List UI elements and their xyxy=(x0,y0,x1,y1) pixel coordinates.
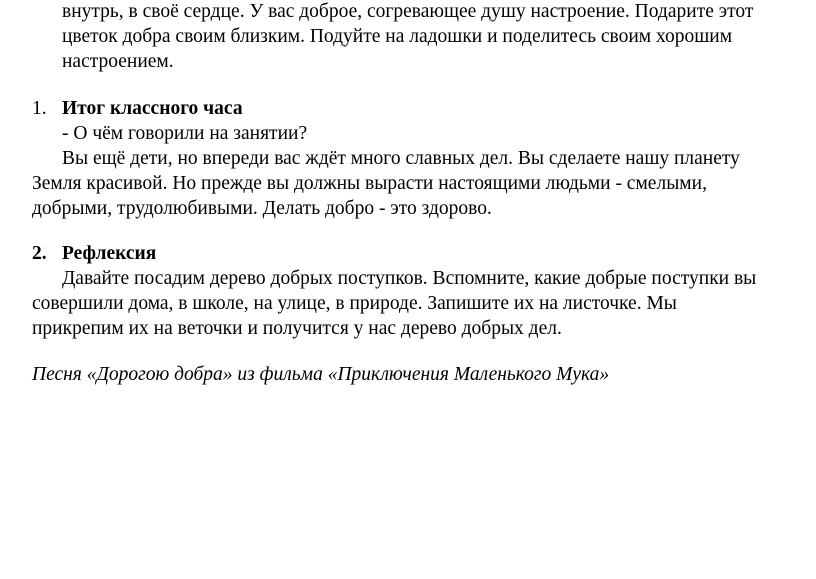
section1-question: - О чём говорили на занятии? xyxy=(62,123,308,144)
section1-number: 1. xyxy=(32,98,47,119)
section2-para-line-1: Давайте посадим дерево добрых поступков. Вспомните, какие добрые поступки вы xyxy=(62,268,757,289)
section2-para-line-2: совершили дома, в школе, на улице, в природе. Запишите их на листочке. Мы xyxy=(32,293,677,314)
section1-heading-text: Итог классного часа xyxy=(62,98,243,119)
section1-para-line-1: Вы ещё дети, но впереди вас ждёт много славных дел. Вы сделаете нашу планету xyxy=(62,148,740,169)
song-line: Песня «Дорогою добра» из фильма «Приключения Маленького Мука» xyxy=(32,364,610,385)
section1-heading xyxy=(62,97,243,122)
intro-line-1: внутрь, в своё сердце. У вас доброе, согревающее душу настроение. Подарите этот xyxy=(62,1,754,22)
intro-line-2: цветок добра своим близким. Подуйте на ладошки и поделитесь своим хорошим xyxy=(62,26,733,47)
section2-para-line-3: прикрепим их на веточки и получится у нас дерево добрых дел. xyxy=(32,318,562,339)
section2-number: 2. xyxy=(32,243,47,264)
section1-para-line-3: добрыми, трудолюбивыми. Делать добро - это здорово. xyxy=(32,198,492,219)
section1-para-line-2: Земля красивой. Но прежде вы должны вырасти настоящими людьми - смелыми, xyxy=(32,173,707,194)
section2-heading-text: Рефлексия xyxy=(62,243,157,264)
section2-heading xyxy=(62,242,156,267)
intro-line-3: настроением. xyxy=(62,51,174,72)
